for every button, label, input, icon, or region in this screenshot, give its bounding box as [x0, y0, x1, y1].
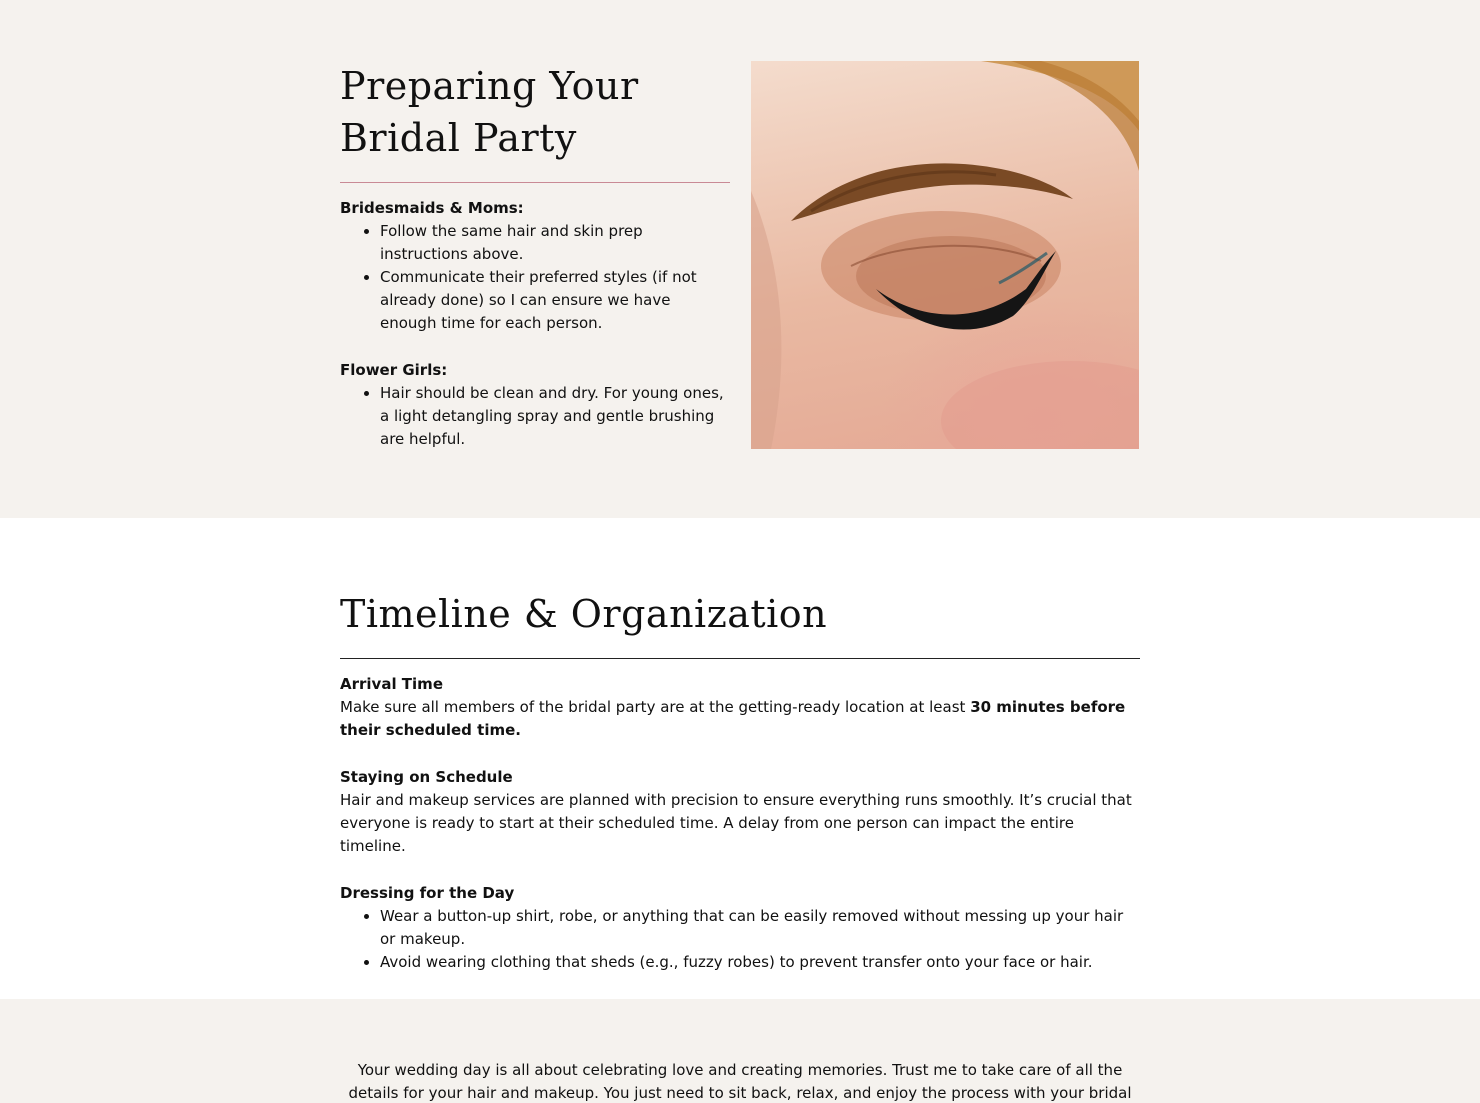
bridal-party-title: Preparing Your Bridal Party	[340, 64, 639, 160]
list-item: • Avoid wearing clothing that sheds (e.g., fuzzy robes) to prevent transfer onto your face or hair.	[380, 951, 1140, 974]
schedule-paragraph: Hair and makeup services are planned with precision to ensure everything runs smoothly. It’s crucial that everyone is ready to start at their scheduled time. A delay from one person can impact the entire timeline.	[340, 791, 1132, 855]
flower-girls-label: Flower Girls:	[340, 361, 448, 379]
dressing-list	[340, 905, 1140, 974]
closing-section	[0, 999, 1480, 1103]
list-item: • Follow the same hair and skin prep instructions above.	[380, 220, 730, 266]
schedule-label: Staying on Schedule	[340, 768, 513, 786]
bridesmaids-label: Bridesmaids & Moms:	[340, 199, 524, 217]
closing-paragraph: Your wedding day is all about celebrating love and creating memories. Trust me to take care of all the details for your hair and makeup. You just need to sit back, relax, and enjoy the process with your bridal	[348, 1061, 1132, 1102]
eye-makeup-illustration	[751, 61, 1139, 449]
list-item: • Hair should be clean and dry. For young ones, a light detangling spray and gentle brushing are helpful.	[380, 382, 730, 451]
bridesmaids-list	[340, 220, 730, 335]
arrival-label: Arrival Time	[340, 675, 443, 693]
eye-makeup-photo	[751, 61, 1139, 449]
title-divider	[340, 182, 730, 183]
arrival-emphasis: 30 minutes before their scheduled time.	[340, 698, 1126, 739]
timeline-section	[0, 518, 1480, 999]
title-divider	[340, 658, 1140, 659]
bridal-party-section	[0, 0, 1480, 518]
flower-girls-list	[340, 382, 730, 451]
list-item: • Wear a button-up shirt, robe, or anything that can be easily removed without messing up your hair or makeup.	[380, 905, 1140, 951]
arrival-paragraph	[340, 696, 1140, 742]
list-item: • Communicate their preferred styles (if not already done) so I can ensure we have enough time for each person.	[380, 266, 730, 335]
timeline-content	[340, 588, 1140, 974]
timeline-title: Timeline & Organization	[340, 592, 828, 636]
bridal-party-content	[340, 60, 730, 451]
arrival-text: Make sure all members of the bridal party are at the getting-ready location at least	[340, 698, 971, 716]
dressing-label: Dressing for the Day	[340, 884, 515, 902]
